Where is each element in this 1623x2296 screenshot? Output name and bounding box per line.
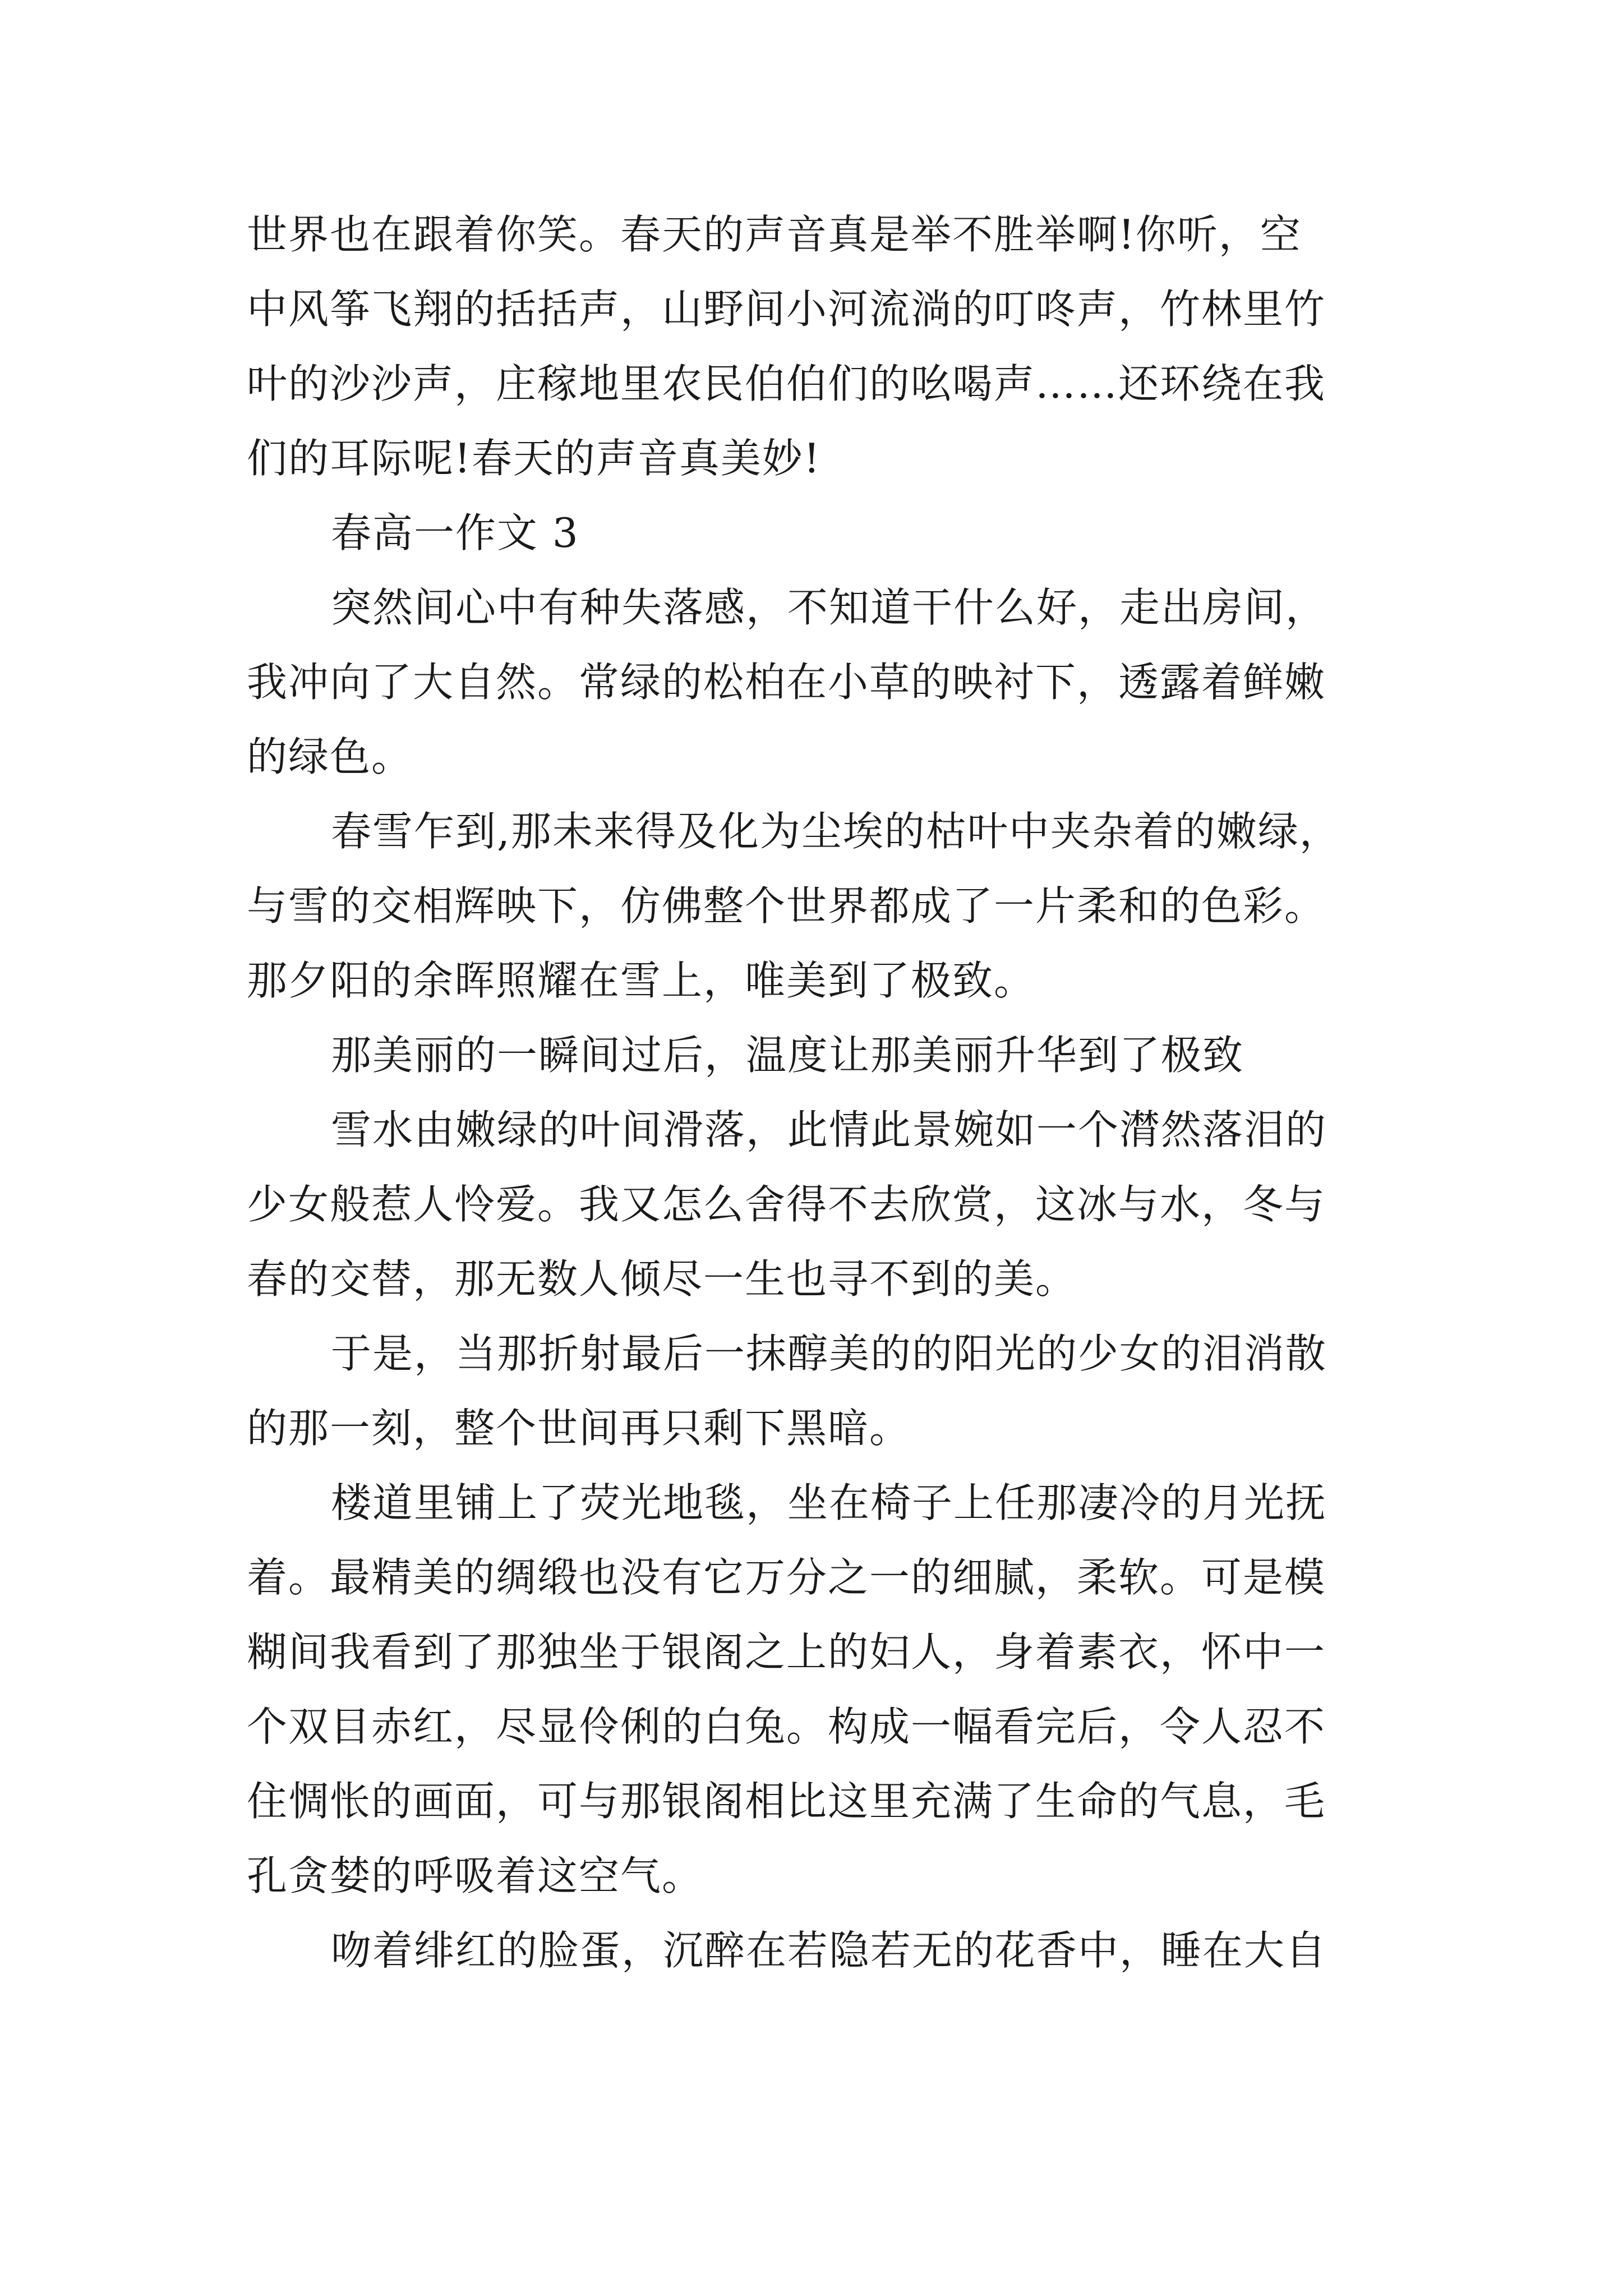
text-line: 与雪的交相辉映下，仿佛整个世界都成了一片柔和的色彩。: [247, 882, 1326, 930]
text-line: 的绿色。: [247, 733, 413, 780]
text-line: 雪水由嫩绿的叶间滑落，此情此景婉如一个潸然落泪的: [331, 1106, 1327, 1153]
section-heading: 春高一作文 3: [331, 509, 579, 556]
text-line: 少女般惹人怜爱。我又怎么舍得不去欣赏，这冰与水，冬与: [247, 1181, 1326, 1228]
text-line: 住惆怅的画面，可与那银阁相比这里充满了生命的气息，毛: [247, 1778, 1326, 1825]
text-line: 吻着绯红的脸蛋，沉醉在若隐若无的花香中，睡在大自: [331, 1927, 1327, 1974]
text-line: 楼道里铺上了荧光地毯，坐在椅子上任那凄冷的月光抚: [331, 1479, 1327, 1526]
text-line: 我冲向了大自然。常绿的松柏在小草的映衬下，透露着鲜嫩: [247, 659, 1326, 706]
text-line: 个双目赤红，尽显伶俐的白兔。构成一幅看完后，令人忍不: [247, 1703, 1326, 1750]
text-line: 孔贪婪的呼吸着这空气。: [247, 1852, 704, 1899]
text-line: 那美丽的一瞬间过后，温度让那美丽升华到了极致: [331, 1032, 1244, 1079]
text-line: 糊间我看到了那独坐于银阁之上的妇人，身着素衣，怀中一: [247, 1628, 1326, 1676]
text-line: 叶的沙沙声，庄稼地里农民伯伯们的吆喝声……还环绕在我: [247, 360, 1326, 407]
text-line: 的那一刻，整个世间再只剩下黑暗。: [247, 1405, 911, 1452]
text-line: 于是，当那折射最后一抹醇美的的阳光的少女的泪消散: [331, 1330, 1327, 1377]
text-line: 突然间心中有种失落感，不知道干什么好，走出房间，: [331, 584, 1327, 631]
text-line: 中风筝飞翔的括括声，山野间小河流淌的叮咚声，竹林里竹: [247, 286, 1326, 333]
text-line: 世界也在跟着你笑。春天的声音真是举不胜举啊!你听，空: [247, 211, 1302, 258]
text-line: 春雪乍到,那未来得及化为尘埃的枯叶中夹杂着的嫩绿，: [331, 808, 1341, 855]
text-line: 春的交替，那无数人倾尽一生也寻不到的美。: [247, 1255, 1077, 1303]
text-line: 那夕阳的余晖照耀在雪上，唯美到了极致。: [247, 957, 1036, 1004]
text-line: 们的耳际呢!春天的声音真美妙!: [247, 435, 821, 482]
text-line: 着。最精美的绸缎也没有它万分之一的细腻，柔软。可是模: [247, 1554, 1326, 1601]
